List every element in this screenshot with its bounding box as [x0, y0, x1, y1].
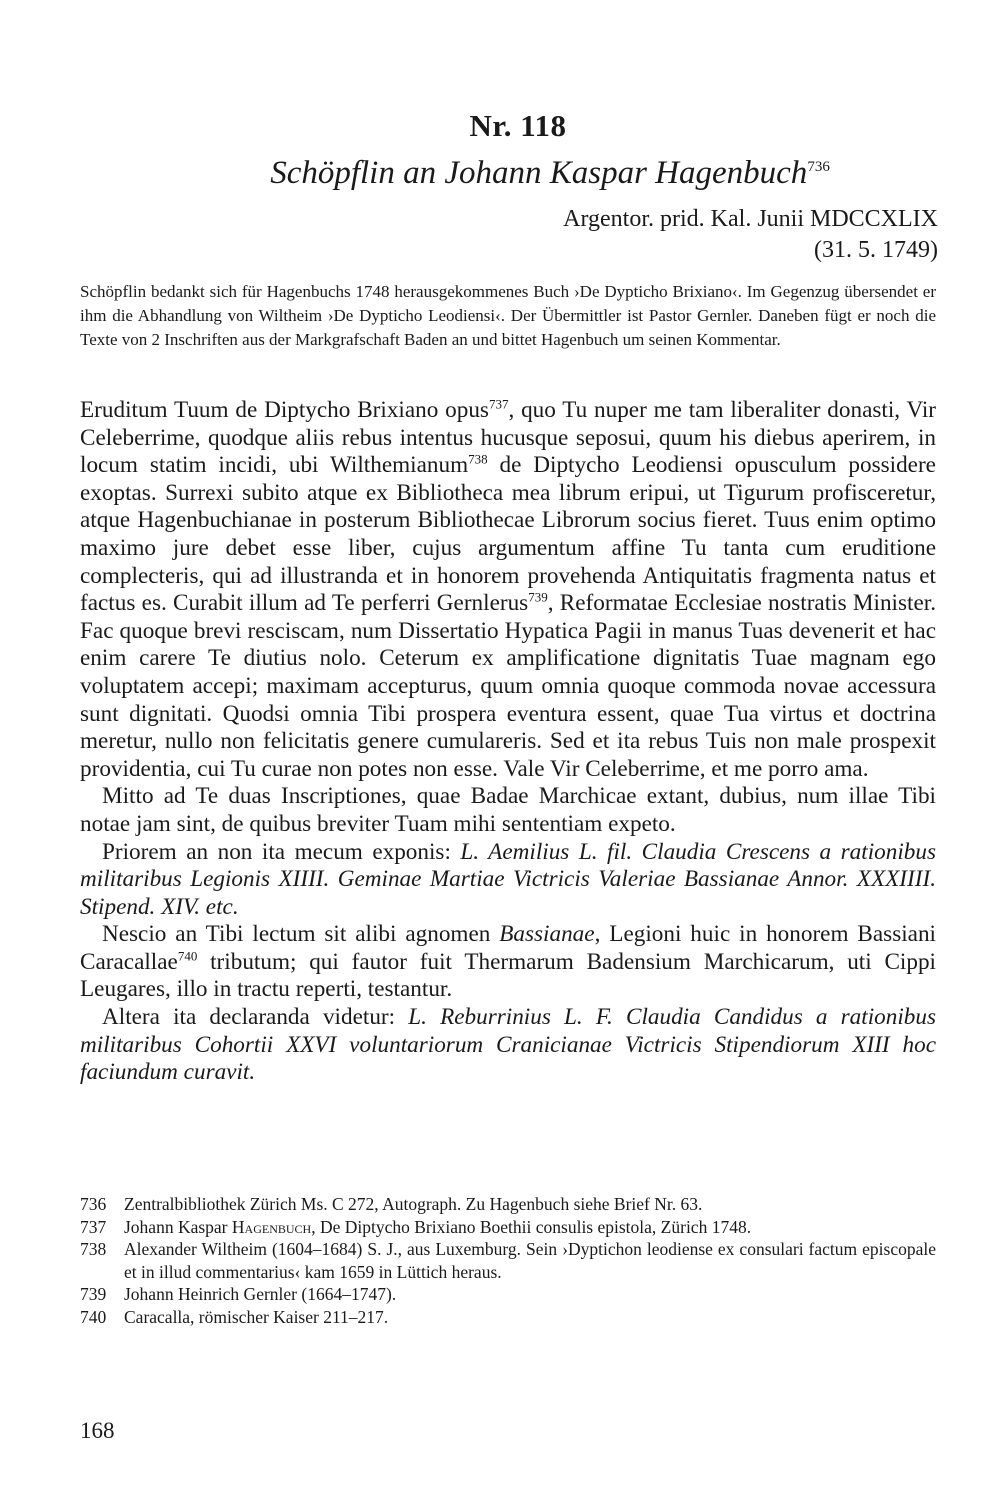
inscription-1: L. Aemilius L. fil. Claudia Crescens a rationibus militaribus Legionis XIIII. Geminae Martiae Victricis Valeriae Bassianae Annor. XXXIIII. Stipend. XIV. etc.	[80, 838, 936, 920]
text-run: Nescio an Tibi lectum sit alibi agnomen	[102, 921, 500, 948]
footnote-737	[80, 1216, 936, 1239]
text-run: Johann Kaspar	[124, 1216, 232, 1237]
letter-title: Schöpflin an Johann Kaspar Hagenbuch	[270, 155, 808, 191]
paragraph-5	[80, 1004, 936, 1087]
footnote-ref-740[interactable]: 740	[177, 948, 198, 964]
letter-summary: Schöpflin bedankt sich für Hagenbuchs 1748 herausgekommenes Buch ›De Dypticho Brixiano‹. Im Gegenzug übersendet er ihm die Abhandlung von Wiltheim ›De Dypticho Leodiensi‹. Der Übermittler ist Pastor Gernler. Daneben fügt er noch die Texte von 2 Inschriften aus der Markgrafschaft Baden an und bittet Hagenbuch um seinen Kommentar.	[80, 282, 936, 349]
letter-body	[80, 397, 936, 1087]
italic-term: Bassianae	[499, 921, 595, 948]
footnote-ref-737[interactable]: 737	[488, 396, 509, 412]
text-run: , Reformatae Ecclesiae nostratis Minister. Fac quoque brevi resciscam, num Dissertatio Hypatica Pagii in manus Tuas devenerit et hac enim carere Te diutius nolo. Ceterum ex amplificatione dignitatis Tuae magnam ego voluptatem accepi; maximam accepturus, quum omnia quoque commoda novae accessura sunt dignitati. Quodsi omnia Tibi prospera eventura essent, quae Tua virtus et doctrina meretur, nullo non felicitatis genere cumulareris. Sed et ita rebus Tuis non male prospexit providentia, cui Tu curae non potes non esse. Vale Vir Celeberrime, et me porro ama.	[80, 590, 936, 782]
letter-number-text: Nr. 118	[469, 108, 567, 143]
text-run: , De Diptycho Brixiano Boethii consulis epistola, Zürich 1748.	[311, 1216, 752, 1237]
footnote-text: Zentralbibliothek Zürich Ms. C 272, Autograph. Zu Hagenbuch siehe Brief Nr. 63.	[124, 1194, 703, 1214]
footnote-number: 740	[80, 1306, 107, 1327]
footnote-739	[80, 1283, 936, 1306]
text-run: Priorem an non ita mecum exponis:	[102, 838, 461, 865]
author-name: Hagenbuch	[231, 1216, 312, 1237]
dateline	[563, 204, 938, 266]
footnote-text	[124, 1216, 936, 1239]
paragraph-4	[80, 921, 936, 1004]
modern-date: (31. 5. 1749)	[814, 237, 938, 263]
text-run: de Diptycho Leodiensi opusculum possidere exoptas. Surrexi subito atque ex Bibliotheca mea librum eripui, ut Tigurum profisceretur, atque Hagenbuchianae in posterum Bibliothecae Librorum socius fieret. Tuus enim optimo maximo jure debet esse liber, cujus argumentum affine Tu tanta cum eruditione complecteris, qui ad illustranda et in honorem provehenda Antiquitatis fragmenta natus et factus es. Curabit illum ad Te perferri Gernlerus	[80, 452, 936, 617]
text-run: Eruditum Tuum de Diptycho Brixiano opus	[80, 397, 489, 423]
footnote-740	[80, 1306, 936, 1329]
text-run: tributum; qui fautor fuit Thermarum Badensium Marchicarum, uti Cippi Leugares, illo in tractu reperti, testantur.	[80, 948, 936, 1003]
footnote-number: 738	[80, 1239, 107, 1260]
footnote-number: 736	[80, 1194, 107, 1214]
footnote-736	[80, 1193, 936, 1216]
place-date: Argentor. prid. Kal. Junii MDCCXLIX	[563, 206, 938, 232]
footnotes	[80, 1193, 936, 1329]
footnote-ref-738[interactable]: 738	[468, 451, 488, 467]
footnote-text: Caracalla, römischer Kaiser 211–217.	[124, 1306, 389, 1327]
paragraph-1	[80, 397, 936, 783]
footnote-ref-736[interactable]: 736	[807, 159, 830, 175]
footnote-ref-739[interactable]: 739	[528, 589, 548, 605]
page-number: 168	[80, 1418, 115, 1443]
text-run: Altera ita declaranda videtur:	[102, 1004, 409, 1031]
footnote-738	[80, 1238, 936, 1283]
letter-heading	[0, 155, 1000, 192]
footnote-text: Alexander Wiltheim (1604–1684) S. J., aus Luxemburg. Sein ›Dyptichon leodiense ex consulari factum episcopale et in illud commentarius‹ kam 1659 in Lüttich heraus.	[124, 1239, 936, 1282]
paragraph-2: Mitto ad Te duas Inscriptiones, quae Badae Marchicae extant, dubius, num illae Tibi notae jam sint, de quibus breviter Tuam mihi sententiam expeto.	[80, 783, 936, 837]
letter-heading-inner	[270, 155, 830, 191]
letter-number	[0, 108, 1000, 144]
inscription-2: L. Reburrinius L. F. Claudia Candidus a rationibus militaribus Cohortii XXVI voluntariorum Cranicianae Victricis Stipendiorum XIII hoc faciundum curavit.	[80, 1004, 936, 1086]
paragraph-3	[80, 839, 936, 922]
footnote-number: 739	[80, 1284, 107, 1305]
text-run: , quo Tu nuper me tam liberaliter donasti, Vir Celeberrime, quodque aliis rebus intentus hucusque seposui, quum his diebus aperirem, in locum statim incidi, ubi Wilthemianum	[80, 397, 936, 479]
footnote-text: Johann Heinrich Gernler (1664–1747).	[124, 1284, 397, 1305]
footnote-number: 737	[80, 1216, 107, 1237]
text-run: , Legioni huic in honorem Bassiani Caracallae	[80, 921, 936, 975]
